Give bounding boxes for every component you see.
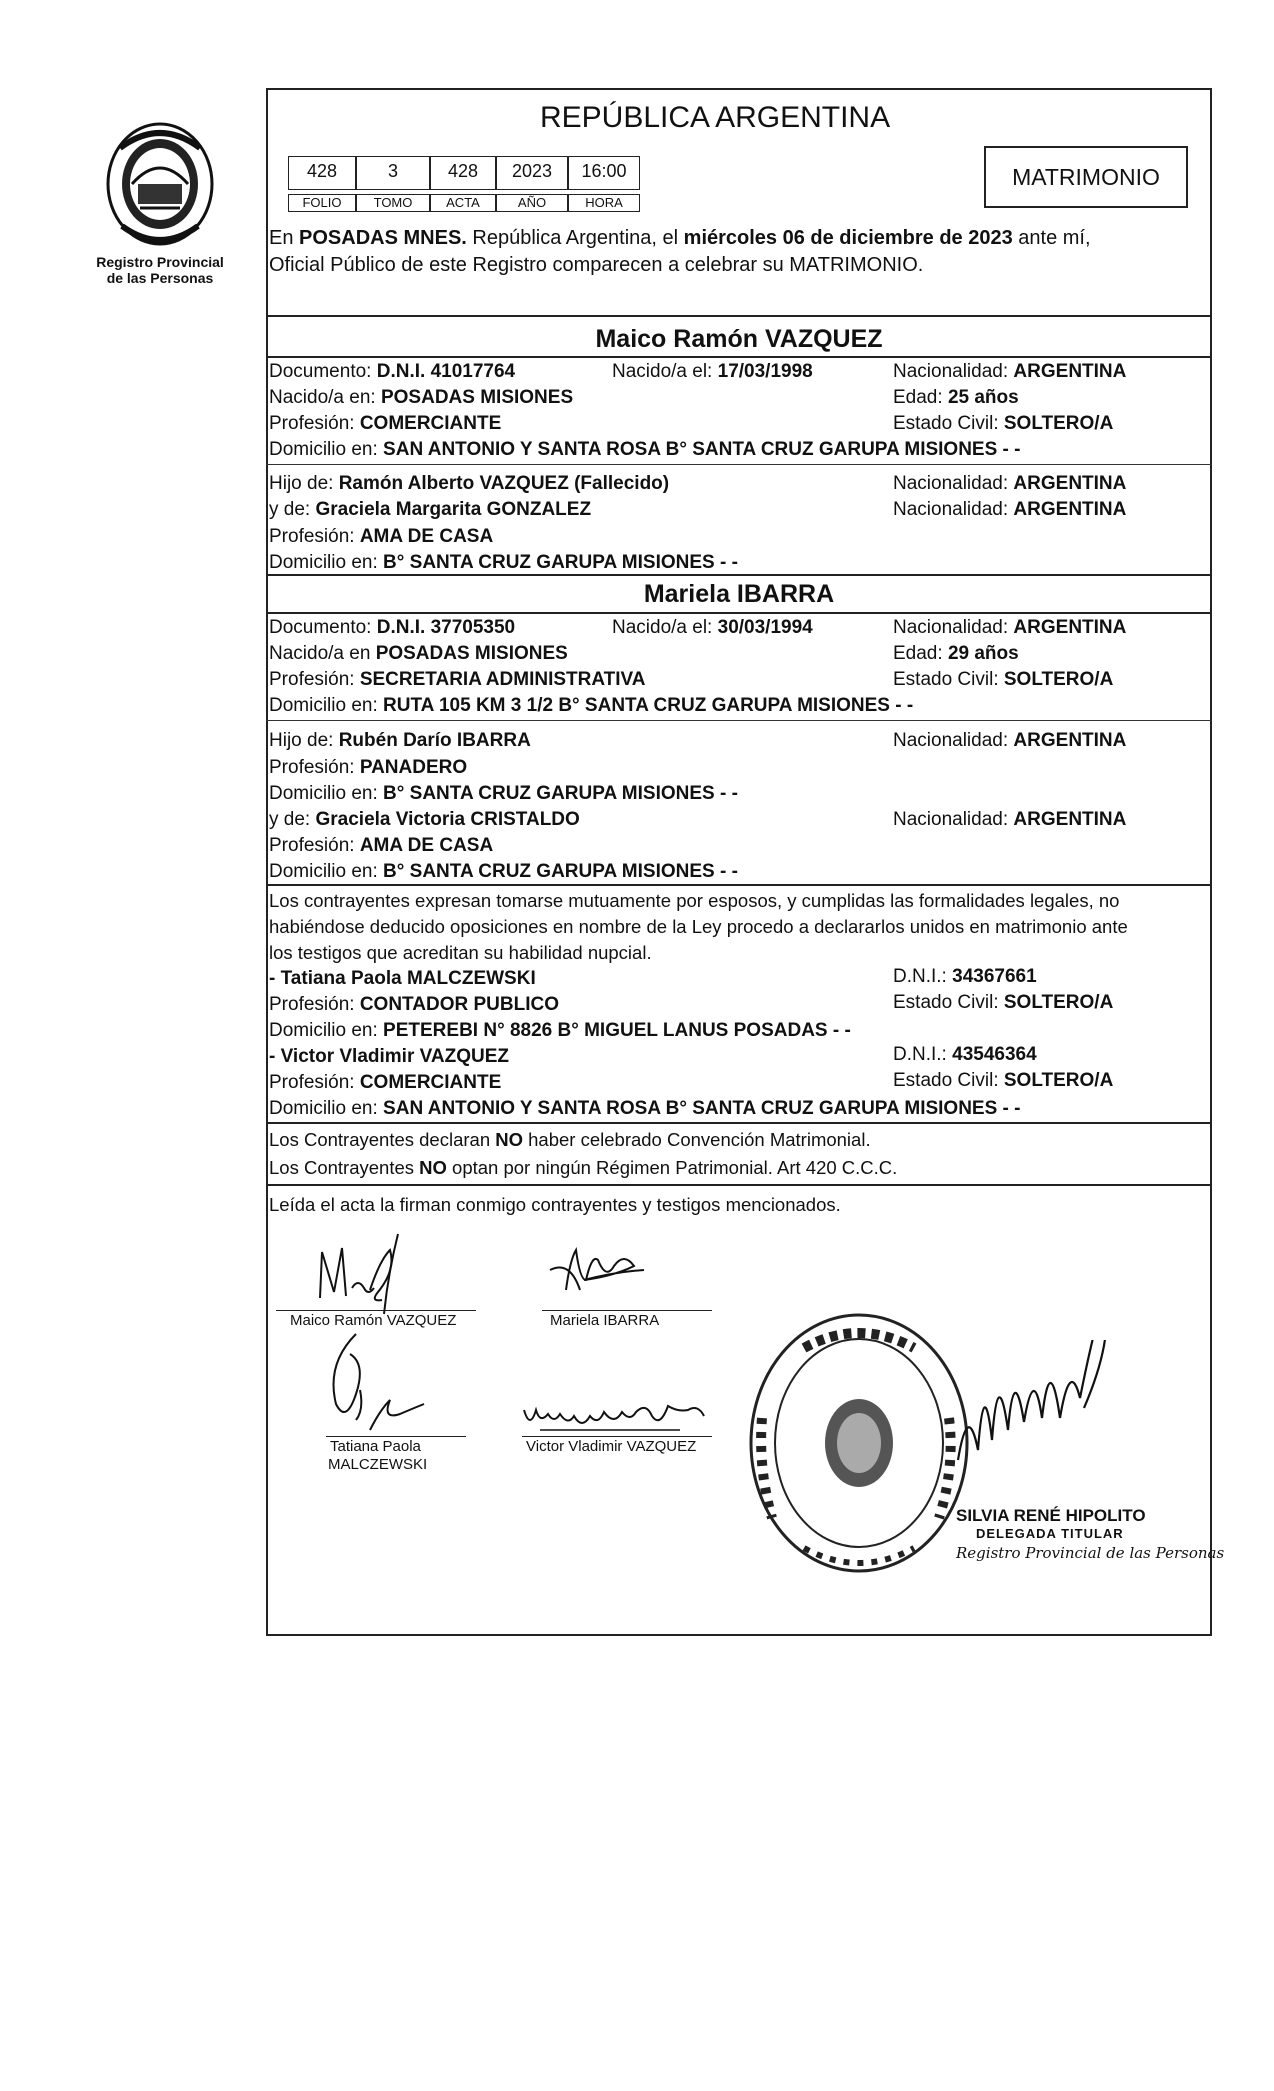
bride-civil-status <box>893 669 1113 691</box>
label: Nacido/a en: <box>269 387 381 408</box>
witness1-profession <box>269 994 559 1016</box>
value: CONTADOR PUBLICO <box>359 994 559 1015</box>
bride-father-nationality <box>893 730 1126 752</box>
provincial-seal-icon <box>100 118 220 256</box>
signature-line <box>326 1436 466 1437</box>
label: Estado Civil: <box>893 669 1004 690</box>
value: 43546364 <box>952 1044 1037 1065</box>
witness2-profession <box>269 1072 501 1094</box>
hora-value: 16:00 <box>568 156 640 190</box>
page-title: REPÚBLICA ARGENTINA <box>540 101 891 134</box>
value: AMA DE CASA <box>359 835 494 856</box>
folio-value: 428 <box>288 156 356 190</box>
value: Rubén Darío IBARRA <box>338 730 531 751</box>
groom-mother-nationality <box>893 499 1126 521</box>
value: B° SANTA CRUZ GARUPA MISIONES - - <box>383 552 738 573</box>
bride-signature-caption: Mariela IBARRA <box>550 1312 660 1329</box>
value: D.N.I. 41017764 <box>376 361 516 382</box>
label: Profesión: <box>269 669 360 690</box>
groom-name: Maico Ramón VAZQUEZ <box>595 325 883 353</box>
emphasis: NO <box>495 1129 523 1150</box>
groom-profession <box>269 413 501 435</box>
intro-text-a: En <box>269 227 300 249</box>
witness1-signature-caption-1: Tatiana Paola <box>330 1438 421 1455</box>
bride-father-profession <box>269 757 467 779</box>
record-type: MATRIMONIO <box>1012 164 1160 190</box>
divider <box>266 574 1212 576</box>
bride-mother-address <box>269 861 738 883</box>
value: ARGENTINA <box>1013 499 1127 520</box>
groom-document <box>269 361 515 383</box>
label: Domicilio en: <box>269 1020 384 1041</box>
bride-address <box>269 695 913 717</box>
text: Los Contrayentes <box>269 1157 420 1178</box>
label: Hijo de: <box>269 473 339 494</box>
bride-mother-nationality <box>893 809 1126 831</box>
label: Nacionalidad: <box>893 617 1014 638</box>
logo-caption-2: de las Personas <box>106 270 214 286</box>
officer-name: SILVIA RENÉ HIPOLITO <box>956 1506 1146 1525</box>
declaration-line-1: Los contrayentes expresan tomarse mutuamente por esposos, y cumplidas las formalidades legales, no <box>269 890 1120 911</box>
witness2-signature-caption: Victor Vladimir VAZQUEZ <box>526 1438 697 1455</box>
value: 29 años <box>947 643 1019 664</box>
label: Domicilio en: <box>269 1098 384 1119</box>
witness2-signature-icon <box>520 1390 710 1440</box>
groom-signature-caption: Maico Ramón VAZQUEZ <box>290 1312 457 1329</box>
value: SOLTERO/A <box>1003 1070 1114 1091</box>
label: Documento: <box>269 361 377 382</box>
label: Nacido/a en <box>269 643 376 664</box>
divider <box>266 315 1212 317</box>
groom-mother <box>269 499 591 521</box>
value: 30/03/1994 <box>717 617 813 638</box>
signature-line <box>522 1436 712 1437</box>
label: Domicilio en: <box>269 861 384 882</box>
witness1-civil-status <box>893 992 1113 1014</box>
value: ARGENTINA <box>1013 473 1127 494</box>
official-stamp-icon <box>744 1308 974 1578</box>
label: y de: <box>269 499 316 520</box>
officer-signature-icon <box>948 1340 1138 1490</box>
groom-civil-status <box>893 413 1113 435</box>
intro-date: miércoles 06 de diciembre de 2023 <box>683 227 1013 249</box>
label: Domicilio en: <box>269 552 384 573</box>
tomo-label: TOMO <box>356 194 430 212</box>
groom-age <box>893 387 1019 409</box>
witness1-signature-icon <box>300 1330 440 1440</box>
label: D.N.I.: <box>893 1044 953 1065</box>
bride-father-address <box>269 783 738 805</box>
label: Nacionalidad: <box>893 730 1014 751</box>
label: Nacido/a el: <box>612 361 718 382</box>
label: Profesión: <box>269 526 360 547</box>
value: ARGENTINA <box>1013 617 1127 638</box>
intro-text-b: República Argentina, el <box>466 227 684 249</box>
text: optan por ningún Régimen Patrimonial. Art 420 C.C.C. <box>446 1157 898 1178</box>
value: Ramón Alberto VAZQUEZ (Fallecido) <box>338 473 670 494</box>
value: SOLTERO/A <box>1003 413 1114 434</box>
signature-line <box>276 1310 476 1311</box>
acta-value: 428 <box>430 156 496 190</box>
divider <box>266 1184 1212 1186</box>
value: Graciela Victoria CRISTALDO <box>315 809 580 830</box>
label: Estado Civil: <box>893 413 1004 434</box>
divider <box>266 612 1212 614</box>
value: SAN ANTONIO Y SANTA ROSA B° SANTA CRUZ GARUPA MISIONES - - <box>383 439 1021 460</box>
label: Nacionalidad: <box>893 361 1014 382</box>
tomo-value: 3 <box>356 156 430 190</box>
value: AMA DE CASA <box>359 526 494 547</box>
value: COMERCIANTE <box>359 1072 502 1093</box>
label: Hijo de: <box>269 730 339 751</box>
closing-statement: Leída el acta la firman conmigo contrayentes y testigos mencionados. <box>269 1194 841 1215</box>
label: Estado Civil: <box>893 992 1004 1013</box>
label: Edad: <box>893 387 948 408</box>
bride-signature-icon <box>540 1240 680 1310</box>
bride-name: Mariela IBARRA <box>643 580 835 608</box>
acta-label: ACTA <box>430 194 496 212</box>
value: B° SANTA CRUZ GARUPA MISIONES - - <box>383 783 738 804</box>
officer-title: DELEGADA TITULAR <box>976 1526 1124 1541</box>
groom-mother-profession <box>269 526 493 548</box>
label: Domicilio en: <box>269 783 384 804</box>
divider <box>266 884 1212 886</box>
groom-father-nationality <box>893 473 1126 495</box>
value: 25 años <box>947 387 1019 408</box>
intro-place: POSADAS MNES. <box>299 227 467 249</box>
text: Los Contrayentes declaran <box>269 1129 496 1150</box>
bride-age <box>893 643 1019 665</box>
value: B° SANTA CRUZ GARUPA MISIONES - - <box>383 861 738 882</box>
declaration-line-3: los testigos que acreditan su habilidad nupcial. <box>269 942 652 963</box>
groom-birthplace <box>269 387 573 409</box>
groom-nationality <box>893 361 1126 383</box>
folio-label: FOLIO <box>288 194 356 212</box>
emphasis: NO <box>419 1157 447 1178</box>
value: POSADAS MISIONES <box>380 387 574 408</box>
value: SOLTERO/A <box>1003 992 1114 1013</box>
groom-parents-address <box>269 552 738 574</box>
bride-nationality <box>893 617 1126 639</box>
groom-father <box>269 473 669 495</box>
witness1-name: - Tatiana Paola MALCZEWSKI <box>269 968 536 989</box>
divider <box>266 1122 1212 1124</box>
groom-address <box>269 439 1020 461</box>
value: PANADERO <box>359 757 468 778</box>
bride-profession <box>269 669 646 691</box>
witness1-signature-caption-2: MALCZEWSKI <box>328 1456 428 1473</box>
bride-birthdate <box>612 617 813 639</box>
bride-document <box>269 617 515 639</box>
value: ARGENTINA <box>1013 730 1127 751</box>
label: Domicilio en: <box>269 695 384 716</box>
value: ARGENTINA <box>1013 809 1127 830</box>
value: D.N.I. 37705350 <box>376 617 516 638</box>
label: Profesión: <box>269 1072 360 1093</box>
label: Profesión: <box>269 413 360 434</box>
value: RUTA 105 KM 3 1/2 B° SANTA CRUZ GARUPA MISIONES - - <box>383 695 914 716</box>
witness1-address <box>269 1020 851 1042</box>
ano-value: 2023 <box>496 156 568 190</box>
logo-caption-1: Registro Provincial <box>96 254 224 270</box>
label: D.N.I.: <box>893 966 953 987</box>
officer-office: Registro Provincial de las Personas <box>956 1544 1225 1562</box>
value: SOLTERO/A <box>1003 669 1114 690</box>
label: Estado Civil: <box>893 1070 1004 1091</box>
groom-birthdate <box>612 361 813 383</box>
bride-mother-profession <box>269 835 493 857</box>
witness1-dni <box>893 966 1037 988</box>
divider <box>266 356 1212 358</box>
bride-father <box>269 730 531 752</box>
declaration-line-2: habiéndose deducido oposiciones en nombre de la Ley procedo a declararlos unidos en matrimonio ante <box>269 916 1128 937</box>
label: Nacionalidad: <box>893 473 1014 494</box>
label: Nacido/a el: <box>612 617 718 638</box>
groom-signature-icon <box>300 1228 430 1318</box>
hora-label: HORA <box>568 194 640 212</box>
divider <box>266 720 1212 721</box>
label: Nacionalidad: <box>893 809 1014 830</box>
value: 17/03/1998 <box>717 361 813 382</box>
value: Graciela Margarita GONZALEZ <box>315 499 592 520</box>
witness2-dni <box>893 1044 1037 1066</box>
text: haber celebrado Convención Matrimonial. <box>523 1129 871 1150</box>
intro-line-2: Oficial Público de este Registro comparecen a celebrar su MATRIMONIO. <box>269 254 924 276</box>
label: y de: <box>269 809 316 830</box>
intro-text-c: ante mí, <box>1012 227 1091 249</box>
witness2-address <box>269 1098 1020 1120</box>
label: Domicilio en: <box>269 439 384 460</box>
label: Nacionalidad: <box>893 499 1014 520</box>
record-type-box <box>984 146 1188 208</box>
value: ARGENTINA <box>1013 361 1127 382</box>
convention-statement <box>269 1129 871 1151</box>
divider <box>266 464 1212 465</box>
label: Edad: <box>893 643 948 664</box>
intro-line-1 <box>269 227 1091 249</box>
value: POSADAS MISIONES <box>375 643 568 664</box>
witness2-civil-status <box>893 1070 1113 1092</box>
value: COMERCIANTE <box>359 413 502 434</box>
regime-statement <box>269 1157 897 1179</box>
ano-label: AÑO <box>496 194 568 212</box>
value: SAN ANTONIO Y SANTA ROSA B° SANTA CRUZ GARUPA MISIONES - - <box>383 1098 1021 1119</box>
value: SECRETARIA ADMINISTRATIVA <box>359 669 646 690</box>
bride-birthplace <box>269 643 568 665</box>
registry-logo <box>100 118 220 256</box>
label: Profesión: <box>269 835 360 856</box>
bride-mother <box>269 809 580 831</box>
witness2-name: - Victor Vladimir VAZQUEZ <box>269 1046 510 1067</box>
label: Profesión: <box>269 994 360 1015</box>
signature-line <box>542 1310 712 1311</box>
label: Profesión: <box>269 757 360 778</box>
label: Documento: <box>269 617 377 638</box>
value: 34367661 <box>952 966 1037 987</box>
value: PETEREBI N° 8826 B° MIGUEL LANUS POSADAS - - <box>383 1020 851 1041</box>
